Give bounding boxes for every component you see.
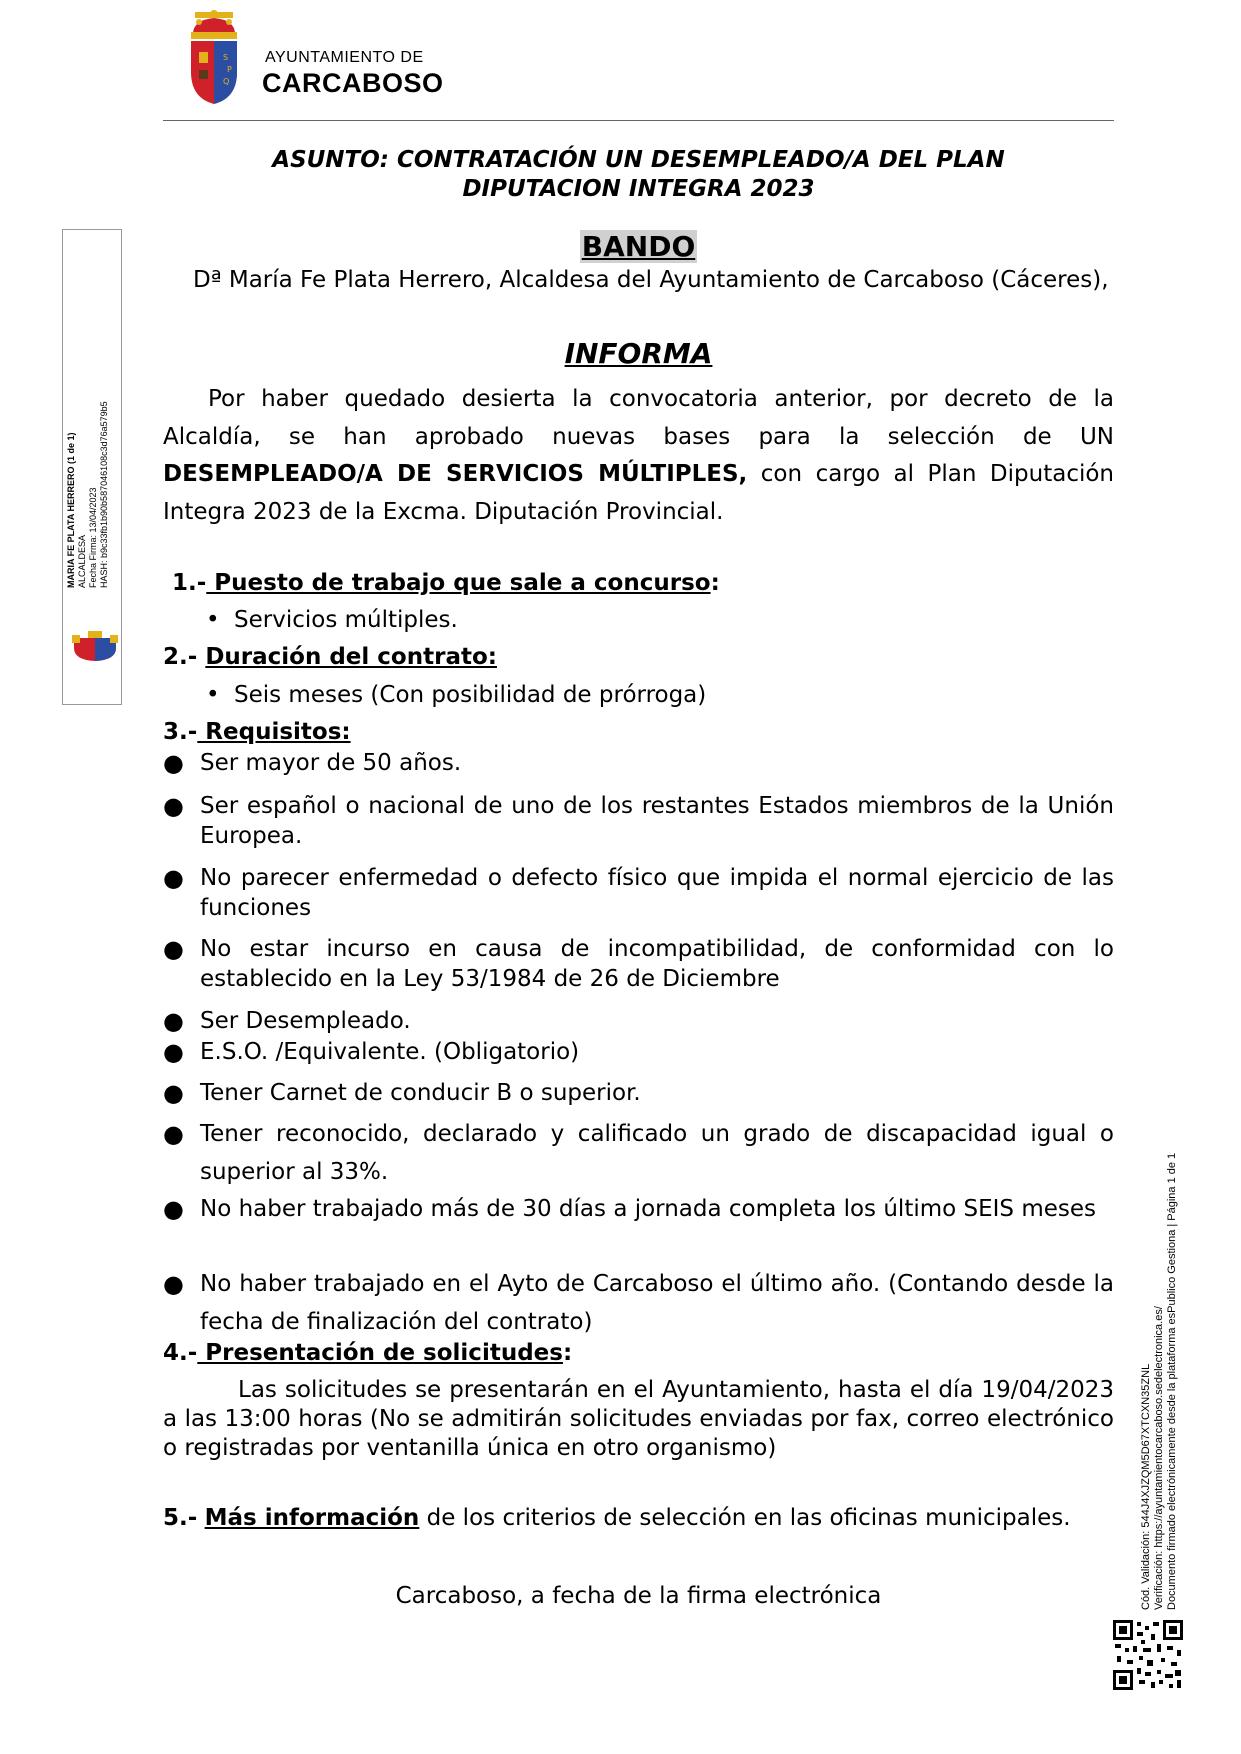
requirement-item [163,863,1114,923]
section-4-title: Presentación de solicitudes [197,1340,563,1366]
svg-text:S: S [223,53,229,62]
presentation-text [163,1376,1114,1463]
validation-code: Cód. Validación: 544J4XJZQM5D67XTCXN35ZNL [1140,1363,1152,1610]
svg-text:Q: Q [223,77,230,86]
bullet-icon: ● [163,935,184,963]
bullet-icon: ● [163,1120,184,1148]
requirement-text: Ser mayor de 50 años. [200,750,462,776]
requirement-item [163,748,1114,778]
bando-title [163,230,1114,263]
subject-line2: DIPUTACION INTEGRA 2023 [462,176,815,202]
section-2-heading [163,644,497,670]
subject-heading [163,146,1114,204]
coat-of-arms-icon [70,630,120,662]
section-1-suffix: : [710,570,720,596]
section-5-paragraph [163,1504,1114,1533]
requirement-item [163,1006,1114,1036]
section-1-title: Puesto de trabajo que sale a concurso [206,570,711,596]
coat-of-arms-icon [185,8,243,106]
bando-title-text: BANDO [581,230,696,263]
section-1-bullet: • Servicios múltiples. [206,607,458,633]
signature-hash: HASH: b9c33fb1b90b587046108c3d76a579b5 [99,401,109,588]
signer-role: ALCALDESA [77,534,87,588]
bullet-icon: ● [163,1079,184,1107]
section-5-number: 5.- [163,1505,198,1531]
section-3-title: Requisitos: [197,719,351,745]
verification-info [1140,1090,1179,1610]
bullet-icon: ● [163,1038,184,1066]
org-name-line1: AYUNTAMIENTO DE [265,49,424,66]
closing-line: Carcaboso, a fecha de la firma electrónica [395,1583,882,1609]
section-4-heading [163,1340,572,1366]
paragraph-bold: DESEMPLEADO/A DE SERVICIOS MÚLTIPLES, [163,461,748,487]
requirement-text: No estar incurso en causa de incompatibilidad, de conformidad con lo establecido en la Ley 53/1984 de 26 de Diciembre [200,936,1114,992]
signature-details [66,288,110,588]
requirement-text: Tener Carnet de conducir B o superior. [200,1080,641,1106]
svg-text:P: P [227,65,232,74]
intro-text: Dª María Fe Plata Herrero, Alcaldesa del Ayuntamiento de Carcaboso (Cáceres), [193,267,1109,293]
bullet-icon: ● [163,864,184,892]
requirement-item [163,1115,1114,1191]
requirement-text: No parecer enfermedad o defecto físico que impida el normal ejercicio de las funciones [200,865,1114,921]
qr-code-icon [1113,1620,1183,1690]
section-2-bullet: • Seis meses (Con posibilidad de prórroga) [206,682,706,708]
bullet-icon: ● [163,1007,184,1035]
section-1-number: 1.- [172,570,207,596]
requirement-item [163,1078,1114,1108]
signer-name: MARIA FE PLATA HERRERO (1 de 1) [66,432,76,588]
section-4-number: 4.- [163,1340,198,1366]
announcement-paragraph [163,381,1114,531]
section-1-heading [172,570,720,596]
platform-note: Documento firmado electrónicamente desde la plataforma esPublico Gestiona | Página 1 de 1 [1166,1152,1178,1610]
paragraph-part2: con cargo al Plan Diputación Integra 2023 de la Excma. Diputación Provincial. [163,461,1114,525]
section-3-heading [163,719,351,745]
verification-url[interactable]: Verificación: https://ayuntamientocarcaboso.sedelectronica.es/ [1153,1306,1165,1610]
paragraph-part1: Por haber quedado desierta la convocatoria anterior, por decreto de la Alcaldía, se han aprobado nuevas bases para la selección de UN [163,386,1114,450]
bullet-icon: ● [163,1195,184,1223]
section-2-number: 2.- [163,644,198,670]
section-3-number: 3.- [163,719,198,745]
requirement-text: Ser español o nacional de uno de los restantes Estados miembros de la Unión Europea. [200,793,1114,849]
requirement-item [163,1190,1114,1266]
org-name-line2: CARCABOSO [262,68,444,98]
section-5-title: Más información [204,1505,420,1531]
section-2-title: Duración del contrato: [205,644,497,670]
bullet-icon: ● [163,792,184,820]
informa-title: INFORMA [564,337,713,370]
requirement-item [163,791,1114,851]
requirement-text: Ser Desempleado. [200,1008,411,1034]
header-divider [163,120,1114,121]
requirement-item [163,1037,1114,1067]
subject-line1: ASUNTO: CONTRATACIÓN UN DESEMPLEADO/A DEL PLAN [272,147,1005,173]
requirement-text: Tener reconocido, declarado y calificado un grado de discapacidad igual o superior al 33%. [200,1121,1114,1185]
section-5-rest: de los criterios de selección en las oficinas municipales. [419,1505,1071,1531]
requirement-item [163,934,1114,994]
requirement-text: E.S.O. /Equivalente. (Obligatorio) [200,1039,580,1065]
bullet-icon: ● [163,749,184,777]
requirement-text: No haber trabajado en el Ayto de Carcaboso el último año. (Contando desde la fecha de finalización del contrato) [200,1271,1114,1335]
presentation-body: Las solicitudes se presentarán en el Ayuntamiento, hasta el día 19/04/2023 a las 13:00 horas (No se admitirán solicitudes enviadas por fax, correo electrónico o registradas por ventanilla única en otro organismo) [163,1377,1114,1461]
bullet-icon: ● [163,1270,184,1298]
signature-date: Fecha Firma: 13/04/2023 [88,487,98,588]
section-4-suffix: : [562,1340,573,1366]
requirement-item [163,1265,1114,1341]
requirement-text: No haber trabajado más de 30 días a jornada completa los último SEIS meses [200,1196,1097,1222]
